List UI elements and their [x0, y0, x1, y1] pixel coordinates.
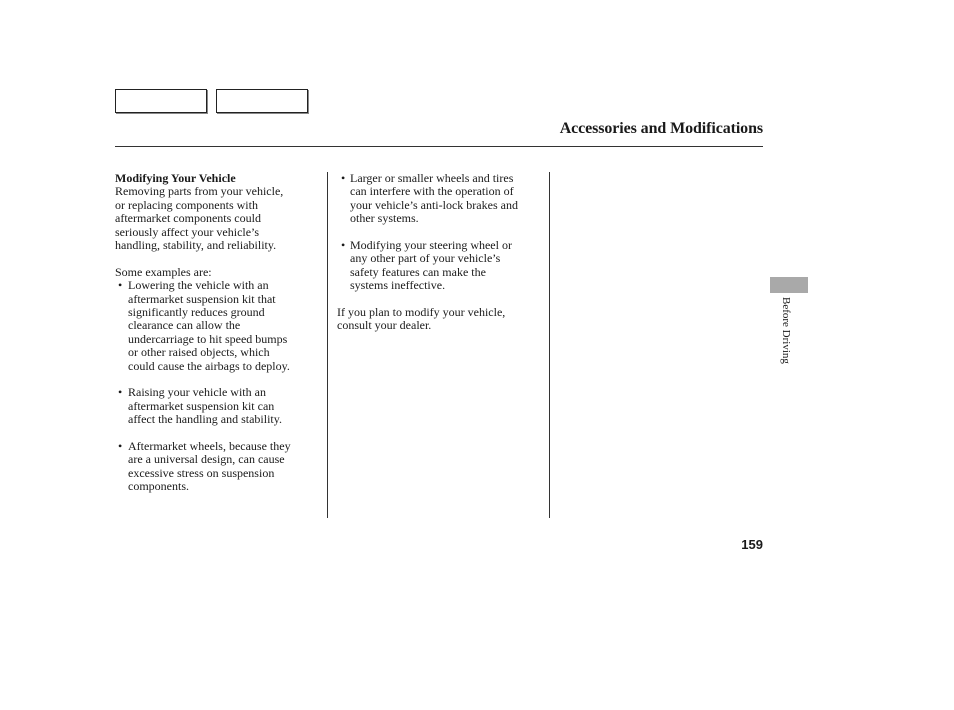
list-item	[337, 239, 542, 293]
column-divider	[549, 172, 550, 518]
intro-line: Removing parts from your vehicle,	[115, 184, 284, 199]
intro-line: handling, stability, and reliability.	[115, 238, 277, 253]
nav-button-next[interactable]	[216, 89, 308, 113]
list-item-line: could cause the airbags to deploy.	[128, 358, 290, 373]
list-item-line: systems ineffective.	[350, 278, 446, 293]
closing-paragraph	[337, 306, 542, 333]
section-tab-label: Before Driving	[780, 297, 792, 364]
list-item	[337, 172, 542, 226]
list-item-line: aftermarket suspension kit can	[128, 398, 275, 413]
list-item-line: undercarriage to hit speed bumps	[128, 331, 288, 346]
list-item-line: other systems.	[350, 211, 419, 226]
nav-button-previous[interactable]	[115, 89, 207, 113]
list-item-line: can interfere with the operation of	[350, 184, 514, 199]
list-item-line: or other raised objects, which	[128, 345, 270, 360]
text-column-2	[337, 172, 542, 333]
text-column-1	[115, 172, 320, 494]
list-item-line: significantly reduces ground	[128, 305, 265, 320]
list-item	[115, 279, 320, 373]
list-item-line: Larger or smaller wheels and tires	[350, 171, 514, 185]
examples-list	[115, 279, 320, 493]
list-item-line: clearance can allow the	[128, 318, 241, 333]
column-divider	[327, 172, 328, 518]
list-item-line: Raising your vehicle with an	[128, 385, 266, 400]
examples-list-continued	[337, 172, 542, 293]
list-item-line: Aftermarket wheels, because they	[128, 439, 291, 454]
section-title: Accessories and Modifications	[559, 120, 763, 137]
list-item	[115, 386, 320, 426]
list-item-line: safety features can make the	[350, 264, 486, 279]
intro-line: or replacing components with	[115, 197, 258, 212]
list-item	[115, 440, 320, 494]
list-item-line: excessive stress on suspension	[128, 465, 275, 480]
section-tab-marker	[770, 277, 808, 293]
intro-line: seriously affect your vehicle’s	[115, 224, 260, 239]
intro-line: aftermarket components could	[115, 211, 261, 226]
list-item-line: components.	[128, 479, 189, 494]
closing-line: consult your dealer.	[337, 318, 432, 333]
intro-paragraph	[115, 185, 320, 252]
closing-line: If you plan to modify your vehicle,	[337, 305, 506, 320]
examples-label: Some examples are:	[115, 264, 212, 279]
list-item-line: any other part of your vehicle’s	[350, 251, 501, 266]
list-item-line: are a universal design, can cause	[128, 452, 285, 467]
list-item-line: Lowering the vehicle with an	[128, 278, 269, 293]
list-item-line: aftermarket suspension kit that	[128, 291, 276, 306]
subheading: Modifying Your Vehicle	[115, 171, 236, 185]
page-number: 159	[741, 537, 763, 552]
list-item-line: affect the handling and stability.	[128, 412, 282, 427]
list-item-line: Modifying your steering wheel or	[350, 238, 512, 253]
header-rule	[115, 146, 763, 147]
list-item-line: your vehicle’s anti-lock brakes and	[350, 197, 518, 212]
